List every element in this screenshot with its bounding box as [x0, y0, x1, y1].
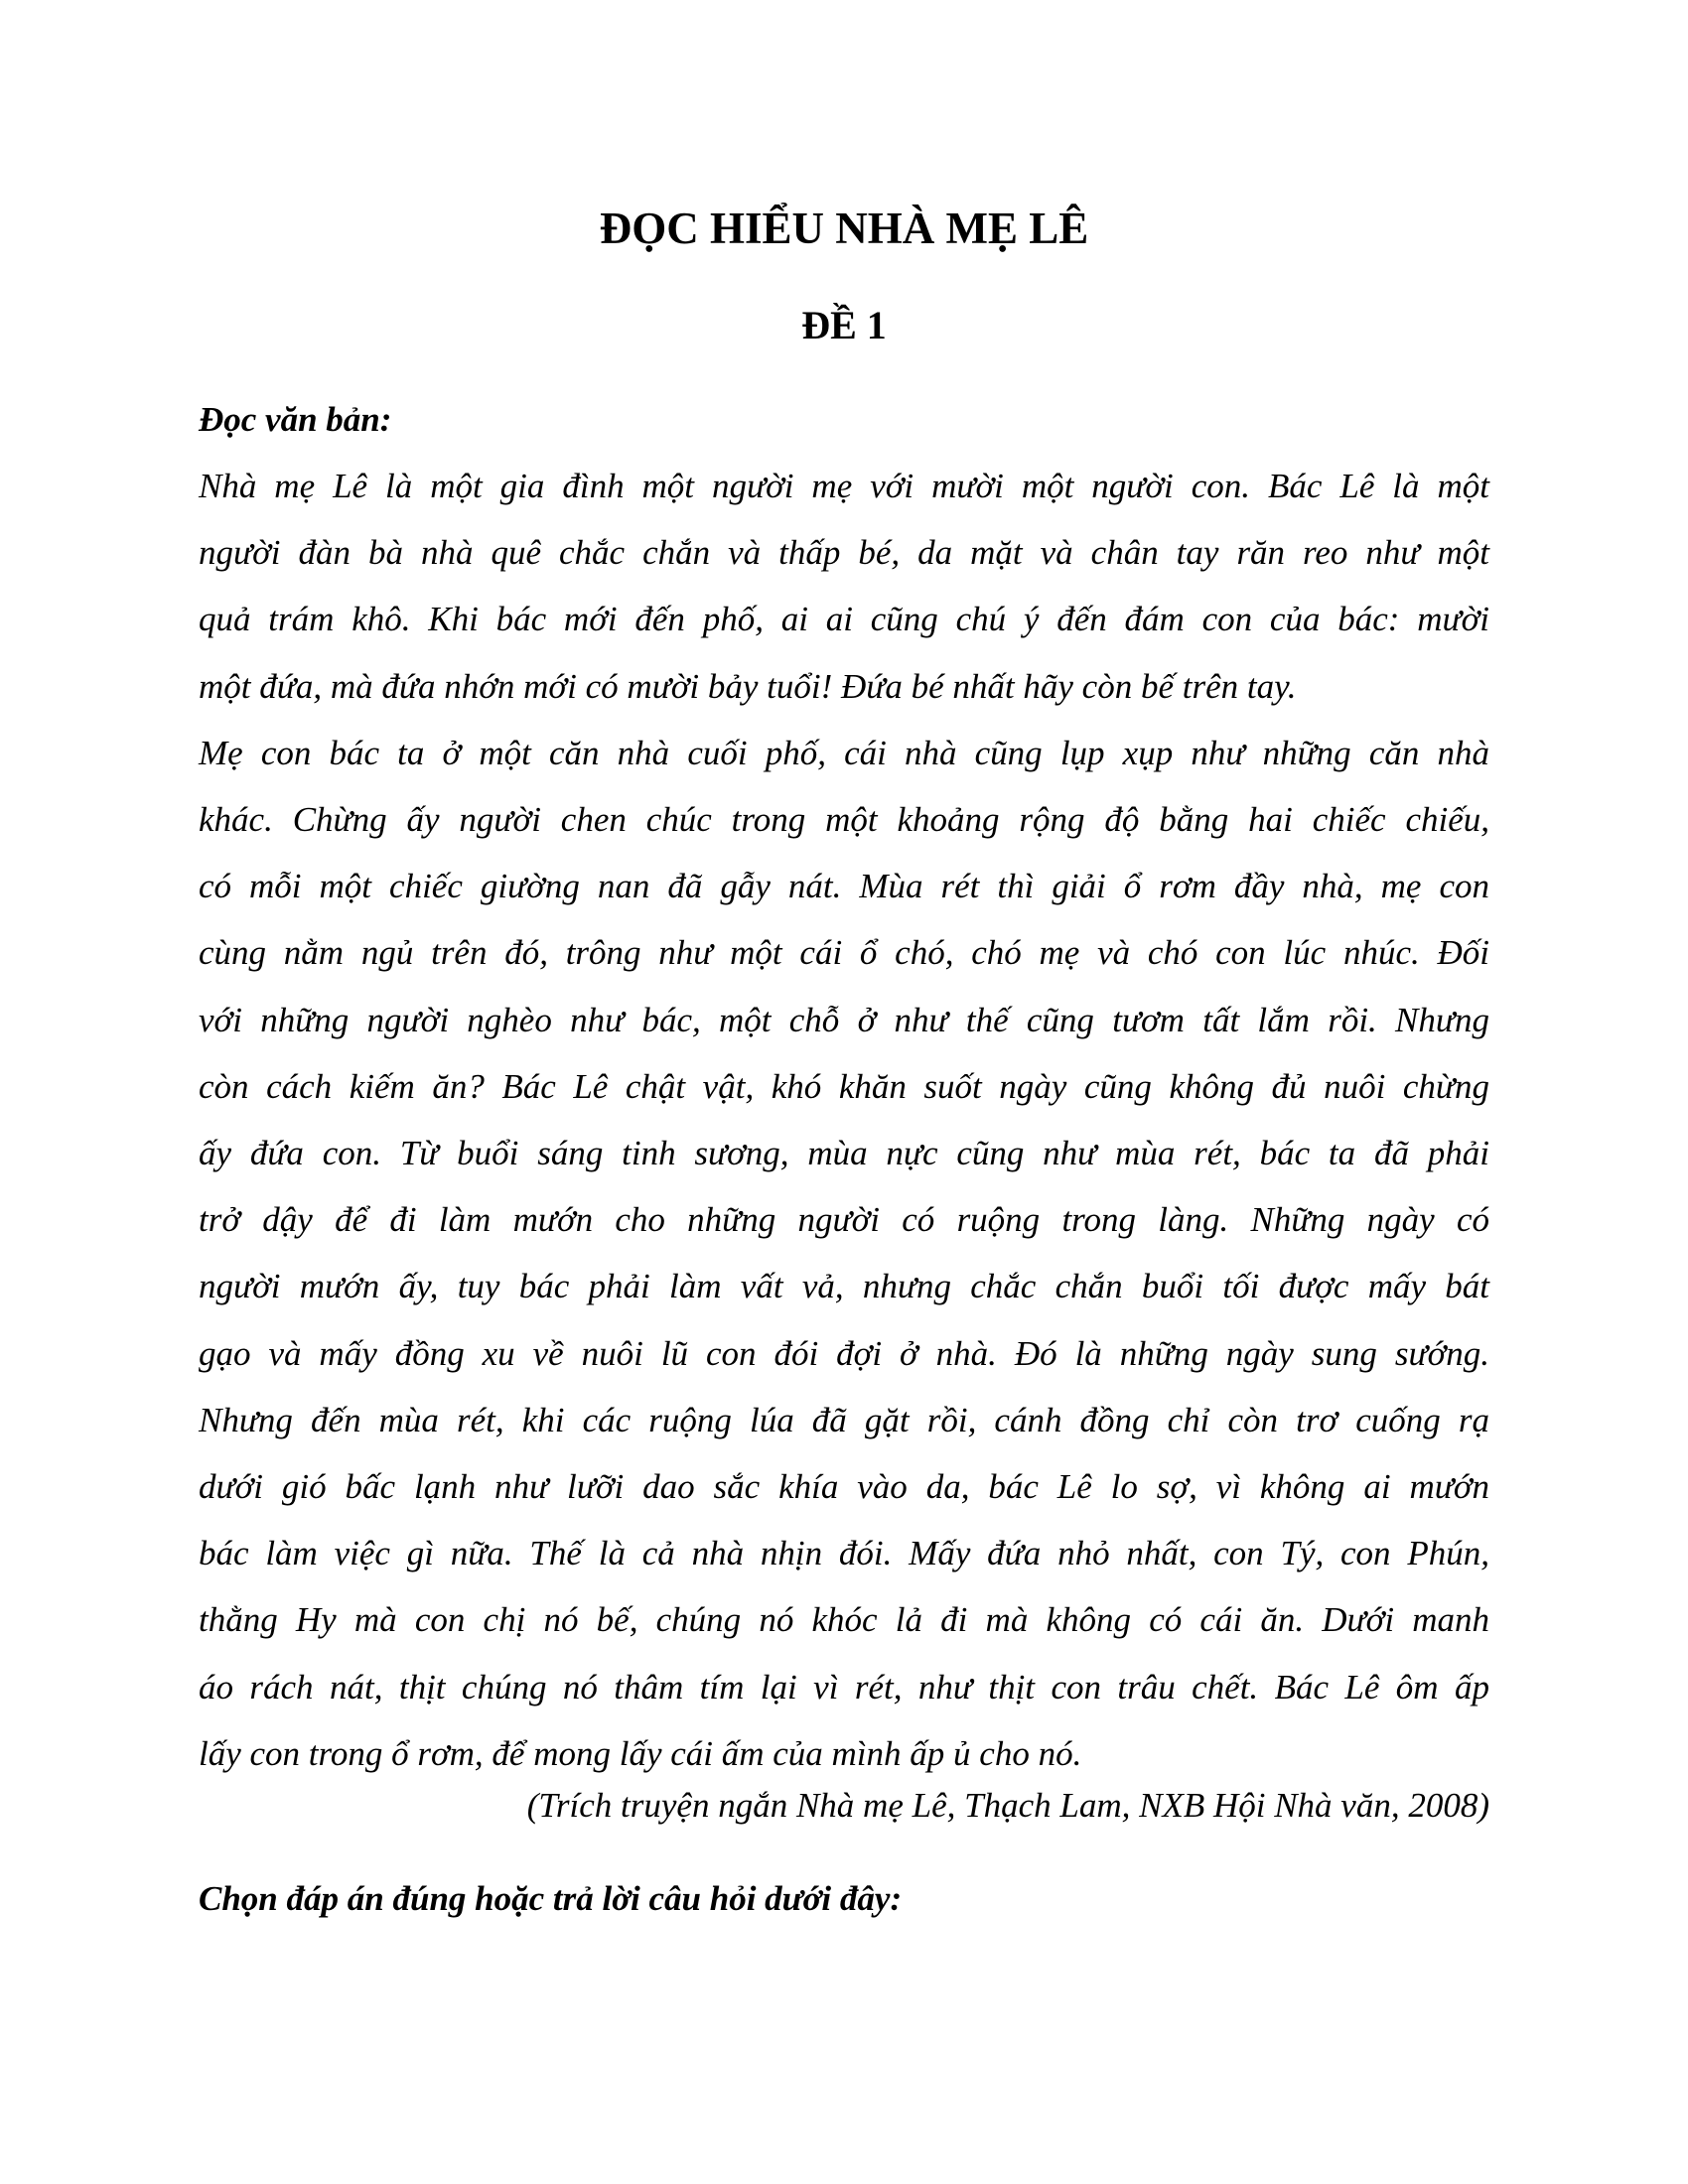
- passage-line: còn cách kiếm ăn? Bác Lê chật vật, khó khăn suốt ngày cũng không đủ nuôi chừng: [199, 1066, 1489, 1106]
- passage-line: người mướn ấy, tuy bác phải làm vất vả, nhưng chắc chắn buổi tối được mấy bát: [199, 1267, 1489, 1306]
- passage-line: dưới gió bấc lạnh như lưỡi dao sắc khía vào da, bác Lê lo sợ, vì không ai mướn: [199, 1467, 1489, 1507]
- document-title: ĐỌC HIỂU NHÀ MẸ LÊ: [599, 204, 1089, 253]
- passage-line: khác. Chừng ấy người chen chúc trong một khoảng rộng độ bằng hai chiếc chiếu,: [199, 800, 1489, 840]
- passage-line: trở dậy để đi làm mướn cho những người có ruộng trong làng. Những ngày có: [199, 1200, 1489, 1240]
- passage-line: quả trám khô. Khi bác mới đến phố, ai ai cũng chú ý đến đám con của bác: mười: [199, 600, 1489, 639]
- passage-line: ấy đứa con. Từ buổi sáng tinh sương, mùa nực cũng như mùa rét, bác ta đã phải: [199, 1134, 1489, 1173]
- passage-line: có mỗi một chiếc giường nan đã gẫy nát. Mùa rét thì giải ổ rơm đầy nhà, mẹ con: [199, 867, 1489, 906]
- passage-line: cùng nằm ngủ trên đó, trông như một cái ổ chó, chó mẹ và chó con lúc nhúc. Đối: [199, 933, 1489, 973]
- source-citation: (Trích truyện ngắn Nhà mẹ Lê, Thạch Lam, NXB Hội Nhà văn, 2008): [526, 1786, 1489, 1825]
- passage-line: người đàn bà nhà quê chắc chắn và thấp bé, da mặt và chân tay răn reo như một: [199, 533, 1489, 573]
- reading-passage: [199, 453, 1489, 1787]
- passage-line: bác làm việc gì nữa. Thế là cả nhà nhịn đói. Mấy đứa nhỏ nhất, con Tý, con Phún,: [199, 1534, 1489, 1573]
- passage-line: Nhưng đến mùa rét, khi các ruộng lúa đã gặt rồi, cánh đồng chỉ còn trơ cuống rạ: [199, 1400, 1489, 1439]
- passage-line: lấy con trong ổ rơm, để mong lấy cái ấm của mình ấp ủ cho nó.: [199, 1733, 1082, 1773]
- passage-line: áo rách nát, thịt chúng nó thâm tím lại vì rét, như thịt con trâu chết. Bác Lê ôm ấp: [199, 1667, 1489, 1706]
- exam-number: ĐỀ 1: [801, 303, 887, 347]
- passage-line: Nhà mẹ Lê là một gia đình một người mẹ với mười một người con. Bác Lê là một: [199, 467, 1489, 505]
- read-passage-label: Đọc văn bản:: [199, 400, 392, 439]
- passage-line: Mẹ con bác ta ở một căn nhà cuối phố, cái nhà cũng lụp xụp như những căn nhà: [199, 733, 1489, 772]
- passage-line: với những người nghèo như bác, một chỗ ở như thế cũng tươm tất lắm rồi. Nhưng: [199, 1000, 1489, 1039]
- passage-line: gạo và mấy đồng xu về nuôi lũ con đói đợi ở nhà. Đó là những ngày sung sướng.: [199, 1333, 1489, 1373]
- question-instruction: Chọn đáp án đúng hoặc trả lời câu hỏi dưới đây:: [199, 1879, 903, 1918]
- passage-line: một đứa, mà đứa nhớn mới có mười bảy tuổi! Đứa bé nhất hãy còn bế trên tay.: [199, 666, 1297, 706]
- passage-line: thằng Hy mà con chị nó bế, chúng nó khóc lả đi mà không có cái ăn. Dưới manh: [199, 1600, 1489, 1640]
